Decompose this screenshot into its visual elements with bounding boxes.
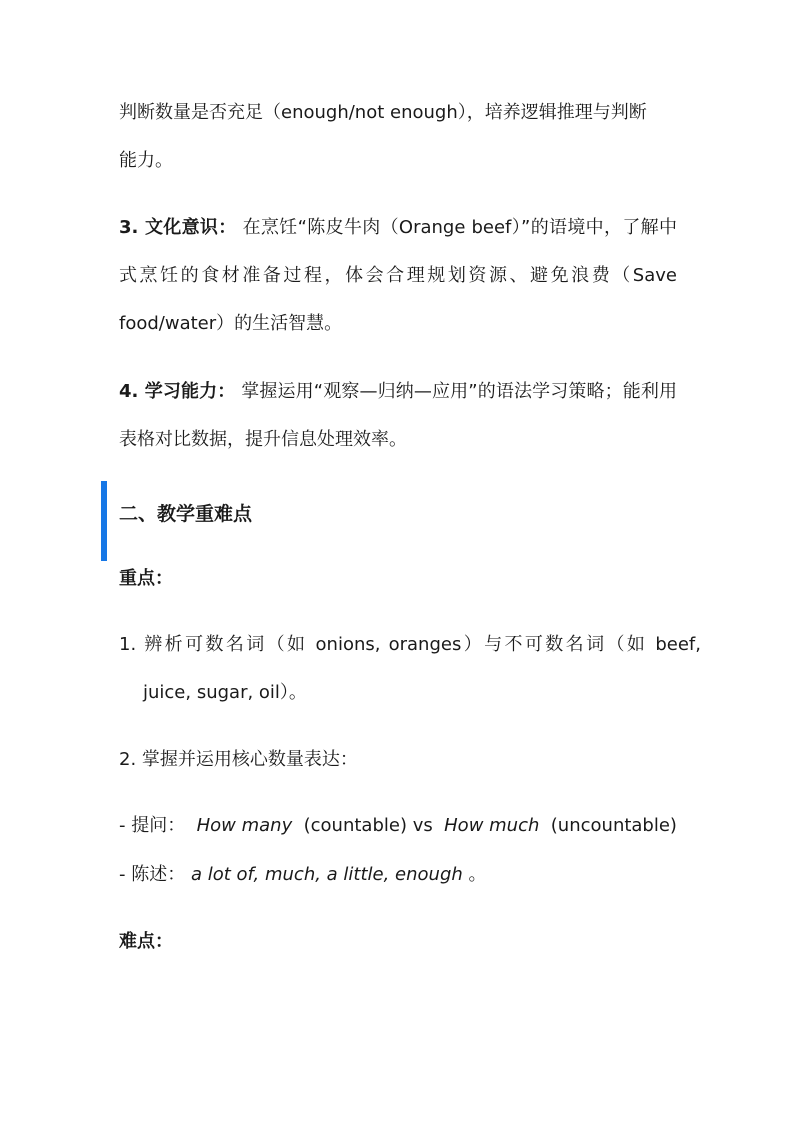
learning-paragraph [119,368,677,464]
culture-label: 3. 文化意识： [119,217,237,238]
ask-uncountable: (uncountable) [550,815,677,836]
key-point-item-2: 2. 掌握并运用核心数量表达： [119,749,358,770]
intro-line-2: 能力。 [119,150,173,171]
ask-prefix: - 提问： [119,815,186,836]
learning-text: 掌握运用“观察—归纳—应用”的语法学习策略；能利用表格对比数据，提升信息处理效率。 [119,381,677,450]
section-accent-bar [101,481,107,561]
key-points-heading: 重点： [119,568,173,589]
ask-how-many: How many [196,815,293,836]
ask-expression-line [119,802,677,850]
state-expression-line [119,851,677,899]
state-end: 。 [468,864,487,885]
section-title: 二、教学重难点 [119,503,253,525]
ask-countable: (countable) vs [303,815,433,836]
difficult-points-heading: 难点： [119,931,173,952]
intro-line-1: 判断数量是否充足（enough/not enough），培养逻辑推理与判断 [119,102,647,123]
culture-text: 在烹饪“陈皮牛肉（Orange beef）”的语境中，了解中式烹饪的食材准备过程，体会合理规划资源、避免浪费（Save food/water）的生活智慧。 [119,217,677,334]
state-items: a lot of, much, a little, enough [190,864,463,885]
intro-paragraph [119,89,677,185]
learning-label: 4. 学习能力： [119,381,236,402]
key-point-item-1: 1. 辨析可数名词（如 onions, oranges）与不可数名词（如 beef, juice, sugar, oil）。 [119,634,701,703]
ask-how-much: How much [444,815,540,836]
state-prefix: - 陈述： [119,864,186,885]
culture-paragraph [119,204,677,348]
